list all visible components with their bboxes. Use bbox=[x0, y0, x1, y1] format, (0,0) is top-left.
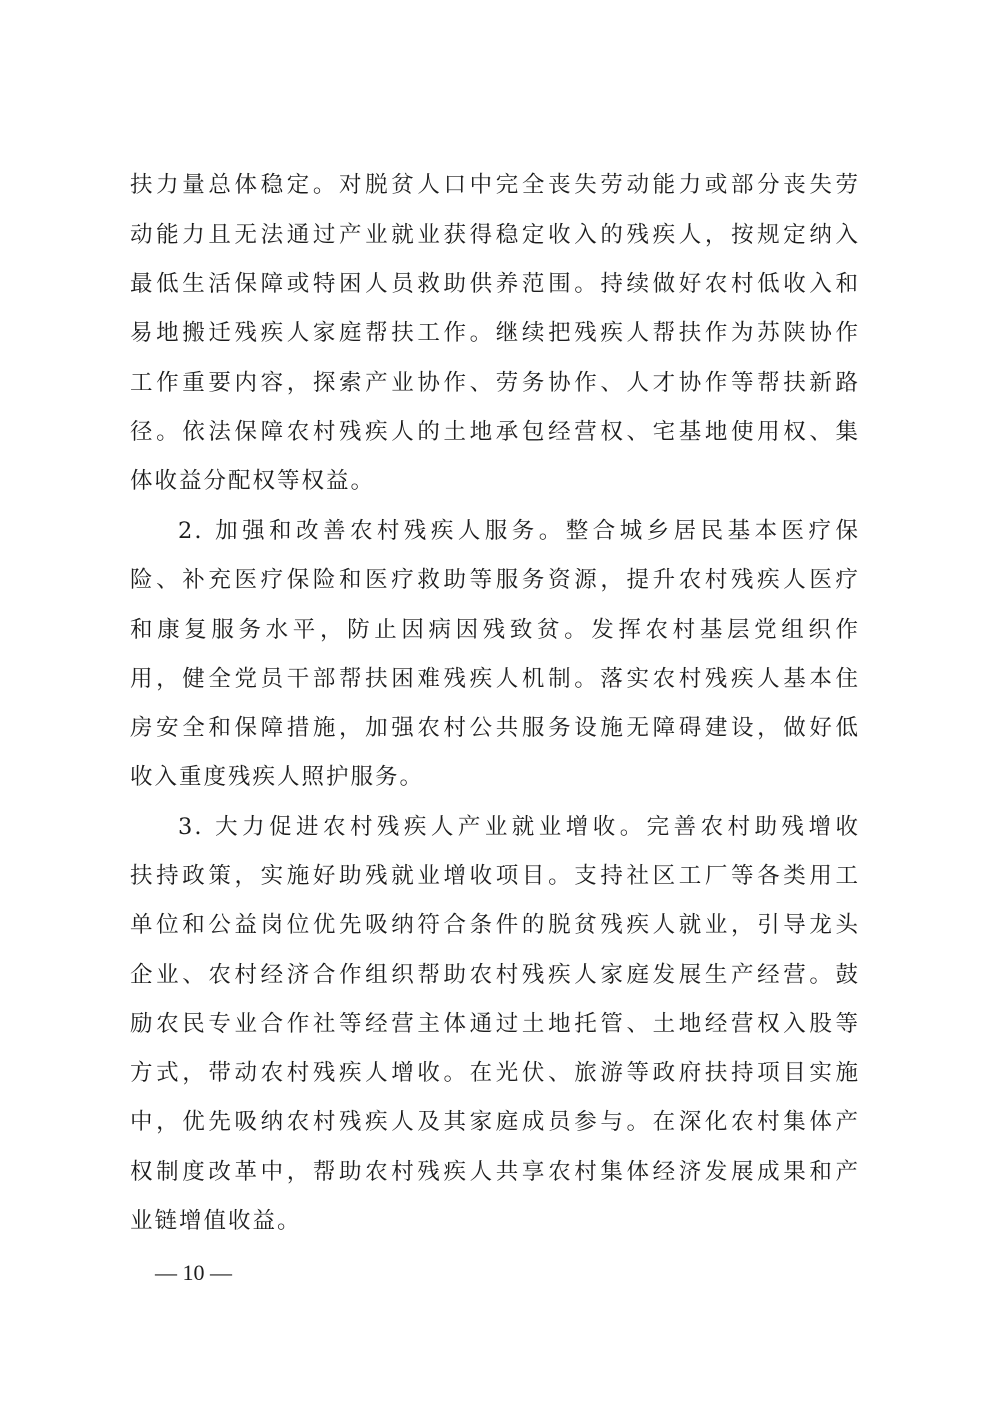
text-line: 收入重度残疾人照护服务。 bbox=[130, 764, 425, 790]
text-line: 单位和公益岗位优先吸纳符合条件的脱贫残疾人就业，引导龙头 bbox=[130, 912, 860, 938]
text-line: 险、补充医疗保险和医疗救助等服务资源，提升农村残疾人医疗 bbox=[130, 567, 860, 593]
text-line: 扶力量总体稳定。对脱贫人口中完全丧失劳动能力或部分丧失劳 bbox=[130, 172, 860, 198]
text-line: 体收益分配权等权益。 bbox=[130, 468, 376, 494]
text-line: 权制度改革中，帮助农村残疾人共享农村集体经济发展成果和产 bbox=[130, 1159, 860, 1185]
text-line: 工作重要内容，探索产业协作、劳务协作、人才协作等帮扶新路 bbox=[130, 370, 860, 396]
text-line: 房安全和保障措施，加强农村公共服务设施无障碍建设，做好低 bbox=[130, 715, 860, 741]
text-line: 3. 大力促进农村残疾人产业就业增收。完善农村助残增收 bbox=[178, 814, 860, 840]
text-line: 中，优先吸纳农村残疾人及其家庭成员参与。在深化农村集体产 bbox=[130, 1109, 860, 1135]
page-number: — 10 — bbox=[155, 1260, 232, 1285]
text-line: 和康复服务水平，防止因病因残致贫。发挥农村基层党组织作 bbox=[130, 617, 860, 643]
text-line: 企业、农村经济合作组织帮助农村残疾人家庭发展生产经营。鼓 bbox=[130, 962, 860, 988]
text-line: 最低生活保障或特困人员救助供养范围。持续做好农村低收入和 bbox=[130, 271, 860, 297]
text-line: 励农民专业合作社等经营主体通过土地托管、土地经营权入股等 bbox=[130, 1011, 860, 1037]
text-line: 径。依法保障农村残疾人的土地承包经营权、宅基地使用权、集 bbox=[130, 419, 860, 445]
text-line: 动能力且无法通过产业就业获得稳定收入的残疾人，按规定纳入 bbox=[130, 222, 860, 248]
text-line: 扶持政策，实施好助残就业增收项目。支持社区工厂等各类用工 bbox=[130, 863, 860, 889]
text-line: 业链增值收益。 bbox=[130, 1208, 302, 1234]
text-line: 用，健全党员干部帮扶困难残疾人机制。落实农村残疾人基本住 bbox=[130, 666, 860, 692]
text-line: 2. 加强和改善农村残疾人服务。整合城乡居民基本医疗保 bbox=[178, 518, 860, 544]
text-line: 方式，带动农村残疾人增收。在光伏、旅游等政府扶持项目实施 bbox=[130, 1060, 860, 1086]
text-line: 易地搬迁残疾人家庭帮扶工作。继续把残疾人帮扶作为苏陕协作 bbox=[130, 320, 860, 346]
